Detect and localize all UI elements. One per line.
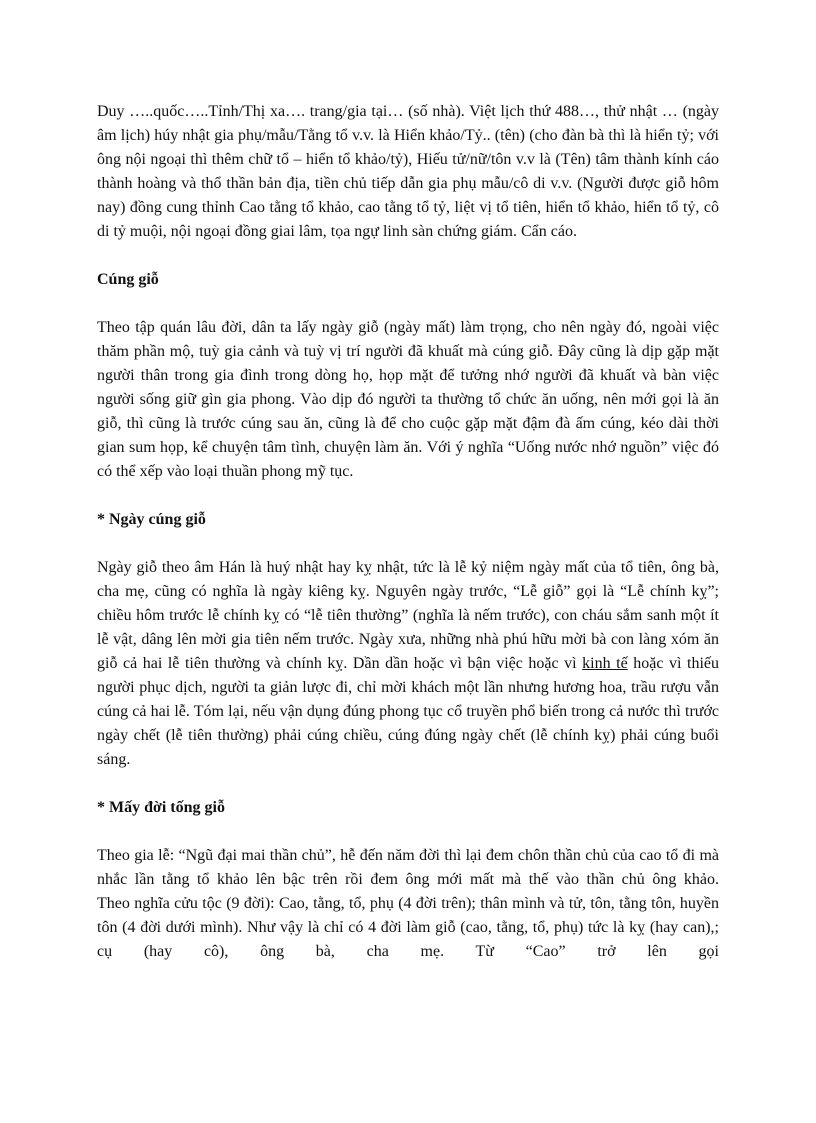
- section-body-ngay-cung-gio: [97, 556, 719, 772]
- intro-paragraph: Duy …..quốc…..Tỉnh/Thị xa…. trang/gia tại… (số nhà). Việt lịch thứ 488…, thử nhật … (ngày âm lịch) húy nhật gia phụ/mẫu/Tằng tổ v.v. là Hiển khảo/Tỷ.. (tên) (cho đàn bà thì là hiển tỷ; với ông nội ngoại thì thêm chữ tổ – hiển tổ khảo/tỷ), Hiếu tử/nữ/tôn v.v là (Tên) tâm thành kính cáo thành hoàng và thổ thần bản địa, tiền chủ tiếp dẫn gia phụ mẫu/cô di v.v. (Người được giỗ hôm nay) đồng cung thỉnh Cao tằng tổ khảo, cao tằng tổ tỷ, liệt vị tổ tiên, hiển tổ khảo, hiển tổ tỷ, cô di tỷ muội, nội ngoại đồng giai lâm, tọa ngự linh sàn chứng giám. Cẩn cáo.: [97, 103, 719, 240]
- body-text: hoặc vì thiếu người phục dịch, người ta giản lược đi, chỉ mời khách một lần nhưng hương hoa, trầu rượu vẫn cúng cả hai lễ. Tóm lại, nếu vận dụng đúng phong tục cổ truyền phổ biến trong cả nước thì trước ngày chết (lễ tiên thường) phải cúng chiều, cúng đúng ngày chết (lễ chính kỵ) phải cúng buổi sáng.: [97, 655, 720, 768]
- body-text: Ngày giỗ theo âm Hán là huý nhật hay kỵ nhật, tức là lễ kỷ niệm ngày mất của tổ tiên, ông bà, cha mẹ, cũng có nghĩa là ngày kiêng kỵ. Nguyên ngày trước, “Lễ giỗ” gọi là “Lễ chính kỵ”; chiều hôm trước lễ chính kỵ có “lễ tiên thường” (nghĩa là nếm trước), con cháu sắm sanh một ít lễ vật, dâng lên mời gia tiên nếm trước. Ngày xưa, những nhà phú hữu mời bà con làng xóm ăn giỗ cả hai lễ tiên thường và chính kỵ. Dần dần hoặc vì bận việc hoặc vì: [97, 559, 719, 672]
- section-heading-cung-gio: Cúng giỗ: [97, 271, 159, 288]
- section-body-paragraph-1: Theo gia lễ: “Ngũ đại mai thần chủ”, hễ đến năm đời thì lại đem chôn thần chủ của cao tổ đi mà nhắc lần tằng tổ khảo lên bậc trên rồi đem ông mới mất mà thế vào thần chủ ông khảo.: [97, 847, 719, 888]
- section-body-paragraph-2: Theo nghĩa cửu tộc (9 đời): Cao, tằng, tổ, phụ (4 đời trên); thân mình và tử, tôn, tằng tôn, huyền tôn (4 đời dưới mình). Như vậy là chỉ có 4 đời làm giỗ (cao, tằng, tổ, phụ) tức là kỵ (hay can),; cụ (hay cô), ông bà, cha mẹ. Từ “Cao” trở lên gọi: [97, 895, 719, 960]
- spacer: [97, 820, 719, 844]
- spacer: [97, 244, 719, 268]
- section-heading-may-doi-tong-gio: * Mấy đời tống giỗ: [97, 799, 225, 816]
- spacer: [97, 772, 719, 796]
- section-heading-ngay-cung-gio: * Ngày cúng giỗ: [97, 511, 206, 528]
- section-body-cung-gio: Theo tập quán lâu đời, dân ta lấy ngày giỗ (ngày mất) làm trọng, cho nên ngày đó, ngoài việc thăm phần mộ, tuỳ gia cảnh và tuỳ vị trí người đã khuất mà cúng giỗ. Đây cũng là dịp gặp mặt người thân trong gia đình trong dòng họ, họp mặt để tưởng nhớ người đã khuất và bàn việc người sống giữ gìn gia phong. Vào dịp đó người ta thường tổ chức ăn uống, nên mới gọi là ăn giỗ, thì cũng là trước cúng sau ăn, cũng là để cho cuộc gặp mặt đậm đà ấm cúng, kéo dài thời gian sum họp, kể chuyện tâm tình, chuyện làm ăn. Với ý nghĩa “Uống nước nhớ nguồn” việc đó có thể xếp vào loại thuần phong mỹ tục.: [97, 319, 719, 480]
- kinh-te-link[interactable]: kinh tế: [582, 655, 628, 672]
- spacer: [97, 292, 719, 316]
- spacer: [97, 532, 719, 556]
- document-page: [97, 100, 719, 964]
- spacer: [97, 484, 719, 508]
